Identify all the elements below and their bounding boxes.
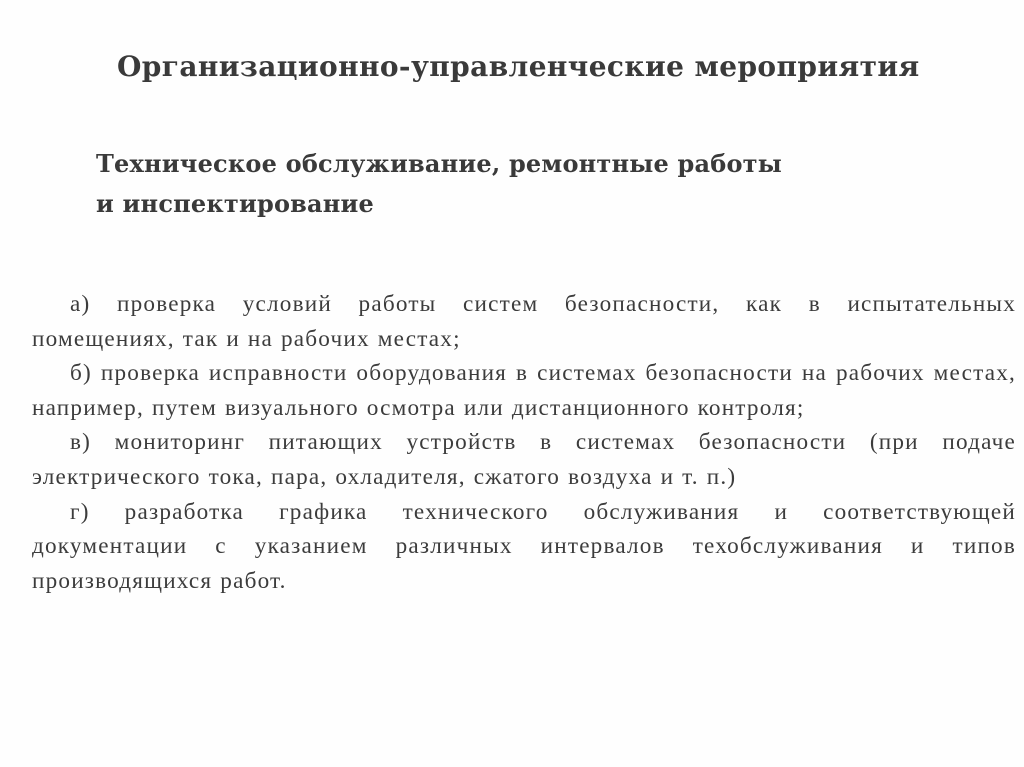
subtitle-line-2: и инспектирование xyxy=(96,189,375,218)
list-item-c: в) мониторинг питающих устройств в системах безопасности (при подаче электрического тока, пара, охладителя, сжатого воздуха и т. п.) xyxy=(32,429,1016,490)
subtitle-line-1: Техническое обслуживание, ремонтные работы xyxy=(96,149,783,178)
list-item-b: б) проверка исправности оборудования в системах безопасности на рабочих местах, например, путем визуального осмотра или дистанционного контроля; xyxy=(32,360,1016,421)
list-item-a: а) проверка условий работы систем безопасности, как в испытательных помещениях, так и на рабочих местах; xyxy=(32,291,1016,352)
page-title: Организационно-управленческие мероприятия xyxy=(117,50,920,83)
measures-list xyxy=(32,287,1016,598)
list-item-d: г) разработка графика технического обслуживания и соответствующей документации с указанием различных интервалов техобслуживания и типов производящихся работ. xyxy=(32,498,1016,594)
section-subtitle xyxy=(96,144,796,224)
